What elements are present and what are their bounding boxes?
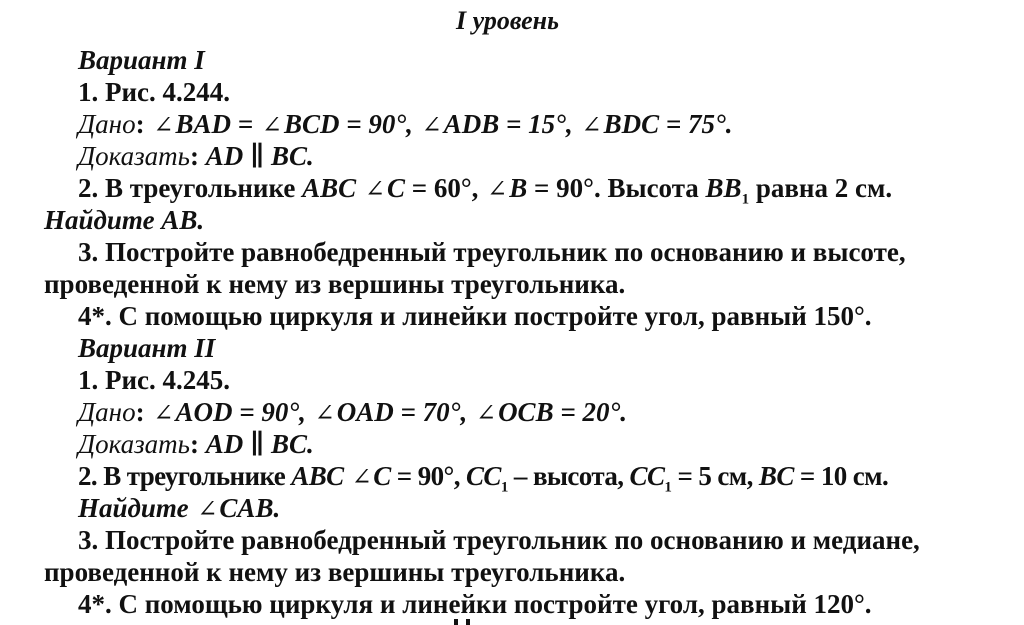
variant-2-title: Вариант II [78,333,216,363]
angle-icon: ∠ [153,401,174,427]
v2-problem-1-prove: Доказать: AD ∥ BC. [78,429,314,459]
v2-problem-2-line-1: 2. В треугольнике ABC ∠C = 90°, $CC_1$ – высота, $CC_1 = 5$ см, BC = 10 см. [78,461,889,496]
given-label: Дано [78,397,136,427]
angle-icon: ∠ [421,113,442,139]
angle-icon: ∠ [153,113,174,139]
v1-problem-1-number: 1. Рис. 4.244. [78,77,231,107]
angle-icon: ∠ [314,401,335,427]
angle-icon: ∠ [581,113,602,139]
v2-problem-1-number: 1. Рис. 4.245. [78,365,231,395]
prove-label: Доказать [78,429,190,459]
cropped-next-line [452,619,474,625]
given-label: Дано [78,109,136,139]
v1-problem-3-line-2: проведенной к нему из вершины треугольника. [44,269,626,299]
angle-icon: ∠ [487,177,508,203]
angle-icon: ∠ [261,113,282,139]
angle-icon: ∠ [364,177,385,203]
angle-icon: ∠ [351,465,372,491]
v1-problem-3-line-1: 3. Постройте равнобедренный треугольник по основанию и высоте, [78,237,906,267]
variant-1-title: Вариант I [78,45,205,75]
v1-problem-1-given: Дано: ∠BAD = ∠BCD = 90°, ∠ADB = 15°, ∠BDC = 75°. [78,109,733,139]
v1-problem-2-line-1: 2. В треугольнике ABC ∠C = 60°, ∠B = 90°. Высота $BB_1$ равна 2 см. [78,173,893,208]
v2-problem-4: 4*. С помощью циркуля и линейки постройте угол, равный 120°. [78,589,872,619]
v1-problem-4: 4*. С помощью циркуля и линейки постройте угол, равный 150°. [78,301,872,331]
v2-problem-1-given: Дано: ∠AOD = 90°, ∠OAD = 70°, ∠OCB = 20°. [78,397,628,427]
level-heading: I уровень [456,6,559,35]
v2-problem-3-line-1: 3. Постройте равнобедренный треугольник по основанию и медиане, [78,525,920,555]
angle-icon: ∠ [197,497,218,523]
prove-label: Доказать [78,141,190,171]
v1-problem-1-prove: Доказать: AD ∥ BC. [78,141,314,171]
v2-problem-2-find: Найдите ∠CAB. [78,493,281,523]
angle-icon: ∠ [475,401,497,427]
v2-problem-3-line-2: проведенной к нему из вершины треугольника. [44,557,626,587]
v1-problem-2-find: Найдите AB. [44,205,205,235]
